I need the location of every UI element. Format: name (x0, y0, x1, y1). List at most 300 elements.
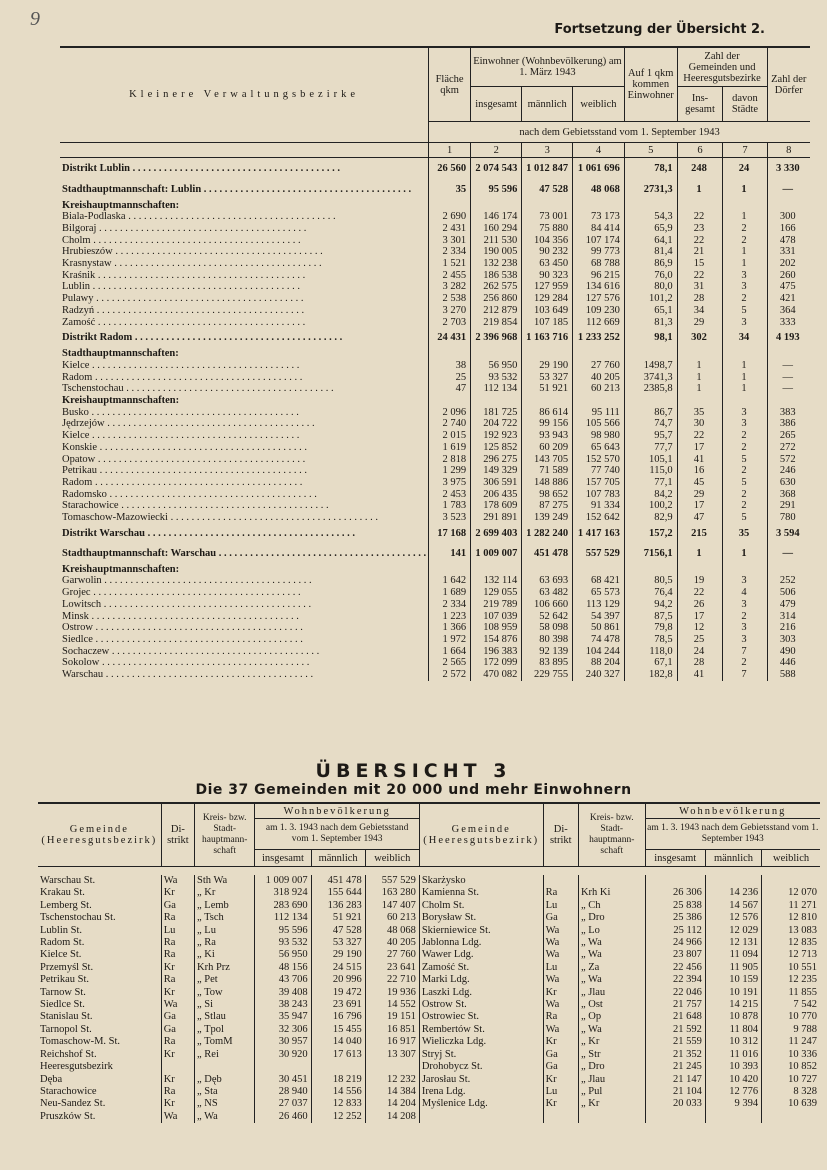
cell-col-1: 2 334 (429, 599, 471, 611)
left-distrikt: Lu (161, 925, 194, 937)
cell-col-3: 29 190 (522, 360, 573, 372)
row-label (60, 348, 429, 360)
leader-dots (89, 430, 299, 441)
cell-col-6: 30 (677, 418, 723, 430)
right-gemeinde: Skarżysko (419, 875, 543, 887)
cell-col-6: 248 (677, 158, 723, 180)
cell-col-4: 65 643 (573, 442, 625, 454)
left-female: 14 384 (365, 1086, 419, 1098)
row-label (60, 465, 429, 477)
cell-col-2: 146 174 (471, 211, 522, 223)
table-row (60, 235, 810, 247)
column-number: 2 (471, 143, 522, 158)
right-gemeinde: Rembertów St. (419, 1024, 543, 1036)
row-label-text: Kreishauptmannschaften: (62, 199, 180, 211)
row-label (60, 305, 429, 317)
cell-col-1: 1 642 (429, 575, 471, 587)
row-label (60, 407, 429, 419)
gemeinde-header-left: Gemeinde (Heeresgutsbezirk) (38, 803, 161, 867)
cell-col-2: 108 959 (471, 622, 522, 634)
cell-col-3 (522, 200, 573, 212)
left-total: 35 947 (255, 1011, 311, 1023)
cell-col-8: 260 (767, 270, 810, 282)
cell-col-4: 65 573 (573, 587, 625, 599)
row-label (60, 489, 429, 501)
left-distrikt: Wa (161, 999, 194, 1011)
left-female: 60 213 (365, 912, 419, 924)
cell-col-1: 2 453 (429, 489, 471, 501)
cell-col-1: 1 783 (429, 500, 471, 512)
left-kreis: Sth Wa (195, 875, 255, 887)
total-header-right: insgesamt (645, 850, 705, 867)
table-overview-2 (60, 46, 810, 681)
left-distrikt: Ra (161, 949, 194, 961)
cell-col-7: 1 (723, 211, 767, 223)
cell-col-8: 272 (767, 442, 810, 454)
right-total: 26 306 (645, 887, 705, 899)
cell-col-7: 35 (723, 524, 767, 544)
right-kreis: „ Pul (578, 1086, 645, 1098)
communes-total-header: Ins-gesamt (677, 87, 723, 122)
cell-col-3: 71 589 (522, 465, 573, 477)
table-row (38, 900, 820, 912)
cell-col-5: 84,2 (624, 489, 677, 501)
row-label-text: Jędrzejów (62, 418, 105, 430)
right-female: 9 788 (762, 1024, 820, 1036)
left-distrikt: Ra (161, 1086, 194, 1098)
right-kreis: Krh Ki (578, 887, 645, 899)
cell-col-2: 206 435 (471, 489, 522, 501)
cell-col-7: 3 (723, 575, 767, 587)
right-gemeinde: Skierniewice St. (419, 925, 543, 937)
cell-col-5: 3741,3 (624, 372, 677, 384)
left-distrikt: Kr (161, 987, 194, 999)
row-label (60, 223, 429, 235)
left-male: 23 691 (311, 999, 365, 1011)
row-label (60, 634, 429, 646)
cell-col-5: 118,0 (624, 646, 677, 658)
right-kreis: „ Wa (578, 1024, 645, 1036)
cell-col-5: 101,2 (624, 293, 677, 305)
cell-col-1: 24 431 (429, 328, 471, 348)
kreis-header-left: Kreis- bzw. Stadt-hauptmann-schaft (195, 803, 255, 867)
density-header: Auf 1 qkm kommen Einwohner (624, 47, 677, 122)
cell-col-2: 291 891 (471, 512, 522, 524)
cell-col-3: 51 921 (522, 383, 573, 395)
cell-col-1: 1 366 (429, 622, 471, 634)
right-kreis (578, 875, 645, 887)
cell-col-8: 364 (767, 305, 810, 317)
left-total: 93 532 (255, 937, 311, 949)
right-total: 23 807 (645, 949, 705, 961)
right-male (705, 1111, 761, 1123)
cell-col-8 (767, 395, 810, 407)
row-label (60, 180, 429, 200)
cell-col-2: 219 854 (471, 317, 522, 329)
table-row (60, 512, 810, 524)
right-kreis: „ Za (578, 962, 645, 974)
table-row (38, 1111, 820, 1123)
cell-col-1: 2 431 (429, 223, 471, 235)
left-male: 29 190 (311, 949, 365, 961)
cell-col-7: 3 (723, 317, 767, 329)
table-row (60, 383, 810, 395)
male-header-right: männlich (705, 850, 761, 867)
row-label (60, 477, 429, 489)
table-row (38, 937, 820, 949)
cell-col-1: 2 096 (429, 407, 471, 419)
overview-3-title: ÜBERSICHT 3 (315, 760, 512, 782)
cell-col-8 (767, 200, 810, 212)
right-total: 21 559 (645, 1036, 705, 1048)
leader-dots (119, 500, 329, 511)
right-distrikt: Wa (543, 949, 578, 961)
left-kreis: „ Ki (195, 949, 255, 961)
leader-dots (90, 281, 300, 292)
left-kreis: „ Dęb (195, 1074, 255, 1086)
left-total: 48 156 (255, 962, 311, 974)
cell-col-3: 93 943 (522, 430, 573, 442)
cell-col-3 (522, 348, 573, 360)
row-label (60, 669, 429, 681)
right-total: 24 966 (645, 937, 705, 949)
right-kreis: „ Ch (578, 900, 645, 912)
left-gemeinde: Siedlce St. (40, 999, 85, 1011)
column-number: 7 (723, 143, 767, 158)
territory-note: nach dem Gebietsstand vom 1. September 1943 (429, 122, 810, 143)
cell-col-1: 3 523 (429, 512, 471, 524)
right-female: 12 713 (762, 949, 820, 961)
table-row (60, 200, 810, 212)
left-distrikt: Ra (161, 937, 194, 949)
male-header-left: männlich (311, 850, 365, 867)
right-kreis: „ Ost (578, 999, 645, 1011)
right-male: 14 236 (705, 887, 761, 899)
row-label-text: Cholm (62, 234, 91, 246)
right-gemeinde: Myślenice Ldg. (419, 1098, 543, 1110)
right-male: 12 131 (705, 937, 761, 949)
leader-dots (99, 657, 309, 668)
cell-col-5: 2385,8 (624, 383, 677, 395)
cell-col-2: 219 789 (471, 599, 522, 611)
left-distrikt: Ga (161, 1011, 194, 1023)
cell-col-2: 2 396 968 (471, 328, 522, 348)
communes-cities-header: davon Städte (723, 87, 767, 122)
cell-col-5: 100,2 (624, 500, 677, 512)
cell-col-8: 166 (767, 223, 810, 235)
left-total: 39 408 (255, 987, 311, 999)
cell-col-1 (429, 564, 471, 576)
cell-col-4: 109 230 (573, 305, 625, 317)
cell-col-1: 35 (429, 180, 471, 200)
total-header: insgesamt (471, 87, 522, 122)
cell-col-8: — (767, 383, 810, 395)
table-row (60, 328, 810, 348)
right-female: 12 810 (762, 912, 820, 924)
cell-col-8: 202 (767, 258, 810, 270)
left-female: 27 760 (365, 949, 419, 961)
cell-col-6: 16 (677, 465, 723, 477)
row-label (60, 317, 429, 329)
right-kreis: „ Jlau (578, 1074, 645, 1086)
cell-col-4: 99 773 (573, 246, 625, 258)
right-distrikt: Wa (543, 937, 578, 949)
leader-dots (97, 465, 307, 476)
right-total: 21 104 (645, 1086, 705, 1098)
table-row (60, 442, 810, 454)
cell-col-3: 143 705 (522, 454, 573, 466)
cell-col-3: 87 275 (522, 500, 573, 512)
cell-col-6: 24 (677, 646, 723, 658)
right-male: 10 420 (705, 1074, 761, 1086)
right-male: 10 878 (705, 1011, 761, 1023)
leader-dots (102, 575, 312, 586)
row-label-text: Krasnystaw (62, 258, 112, 270)
cell-col-6: 17 (677, 442, 723, 454)
leader-dots (112, 258, 322, 269)
cell-col-7: 2 (723, 293, 767, 305)
row-label-text: Petrikau (62, 465, 97, 477)
left-distrikt (161, 1061, 194, 1073)
right-distrikt: Ga (543, 1049, 578, 1061)
cell-col-2: 204 722 (471, 418, 522, 430)
cell-col-2: 93 532 (471, 372, 522, 384)
cell-col-3 (522, 395, 573, 407)
left-distrikt: Ra (161, 1036, 194, 1048)
cell-col-8: 252 (767, 575, 810, 587)
left-kreis (195, 1061, 255, 1073)
leader-dots (94, 305, 304, 316)
right-distrikt: Kr (543, 1074, 578, 1086)
cell-col-6: 22 (677, 235, 723, 247)
right-total: 21 147 (645, 1074, 705, 1086)
left-female: 16 917 (365, 1036, 419, 1048)
right-female: 11 855 (762, 987, 820, 999)
cell-col-1: 1 223 (429, 611, 471, 623)
cell-col-5: 105,1 (624, 454, 677, 466)
right-total: 22 046 (645, 987, 705, 999)
left-gemeinde: Lublin St. (40, 924, 83, 936)
right-female: 11 247 (762, 1036, 820, 1048)
cell-col-8: — (767, 180, 810, 200)
right-kreis: „ Wa (578, 937, 645, 949)
cell-col-4: 157 705 (573, 477, 625, 489)
right-male: 12 776 (705, 1086, 761, 1098)
cell-col-7: 34 (723, 328, 767, 348)
cell-col-3: 63 482 (522, 587, 573, 599)
right-male: 11 804 (705, 1024, 761, 1036)
leader-dots (95, 454, 305, 465)
population-group-header: Einwohner (Wohnbevölkerung) am 1. März 1943 (471, 47, 625, 87)
leader-dots (94, 293, 304, 304)
table-row (60, 634, 810, 646)
column-number: 8 (767, 143, 810, 158)
cell-col-7: 5 (723, 477, 767, 489)
table-row (60, 407, 810, 419)
cell-col-7: 1 (723, 258, 767, 270)
left-male: 136 283 (311, 900, 365, 912)
row-label (60, 281, 429, 293)
row-label-text: Konskie (62, 441, 97, 453)
cell-col-2: 132 114 (471, 575, 522, 587)
column-number: 3 (522, 143, 573, 158)
row-label (60, 200, 429, 212)
row-label (60, 646, 429, 658)
left-male: 155 644 (311, 887, 365, 899)
table-row (38, 875, 820, 887)
right-total: 20 033 (645, 1098, 705, 1110)
table-row (60, 430, 810, 442)
left-kreis: „ Kr (195, 887, 255, 899)
cell-col-6: 41 (677, 454, 723, 466)
left-total: 30 451 (255, 1074, 311, 1086)
table-row (60, 489, 810, 501)
left-distrikt: Kr (161, 1098, 194, 1110)
row-label (60, 328, 429, 348)
right-female: 7 542 (762, 999, 820, 1011)
table-row (60, 454, 810, 466)
cell-col-3: 451 478 (522, 544, 573, 564)
cell-col-1: 1 299 (429, 465, 471, 477)
leader-dots (95, 270, 305, 281)
cell-col-3: 58 098 (522, 622, 573, 634)
cell-col-6: 215 (677, 524, 723, 544)
right-male: 10 191 (705, 987, 761, 999)
right-total: 21 592 (645, 1024, 705, 1036)
cell-col-8: 475 (767, 281, 810, 293)
running-head: Fortsetzung der Übersicht 2. (554, 22, 765, 37)
left-female: 16 851 (365, 1024, 419, 1036)
cell-col-8: 300 (767, 211, 810, 223)
cell-col-4: 91 334 (573, 500, 625, 512)
left-male: 12 252 (311, 1111, 365, 1123)
row-label-text: Stadthauptmannschaften: (62, 348, 179, 360)
left-kreis: „ TomM (195, 1036, 255, 1048)
cell-col-7: 3 (723, 599, 767, 611)
left-male: 14 040 (311, 1036, 365, 1048)
row-label-text: Hrubieszów (62, 246, 113, 258)
cell-col-3: 47 528 (522, 180, 573, 200)
left-gemeinde: Kielce St. (40, 949, 82, 961)
row-label (60, 500, 429, 512)
cell-col-6: 1 (677, 383, 723, 395)
cell-col-3: 106 660 (522, 599, 573, 611)
cell-col-2: 95 596 (471, 180, 522, 200)
row-label-text: Radom (62, 476, 93, 488)
cell-col-2: 132 238 (471, 258, 522, 270)
cell-col-4 (573, 564, 625, 576)
left-gemeinde: Reichshof St. (40, 1048, 97, 1060)
cell-col-7: 3 (723, 407, 767, 419)
cell-col-1: 1 664 (429, 646, 471, 658)
cell-col-4: 107 174 (573, 235, 625, 247)
table-row (38, 1074, 820, 1086)
right-male: 12 029 (705, 925, 761, 937)
cell-col-6: 29 (677, 317, 723, 329)
right-distrikt: Kr (543, 987, 578, 999)
cell-col-7 (723, 200, 767, 212)
cell-col-8: 4 193 (767, 328, 810, 348)
cell-col-6: 29 (677, 489, 723, 501)
left-total: 318 924 (255, 887, 311, 899)
row-label-text: Radomsko (62, 488, 107, 500)
right-gemeinde: Kamienna St. (419, 887, 543, 899)
left-male: 18 219 (311, 1074, 365, 1086)
cell-col-1: 26 560 (429, 158, 471, 180)
cell-col-6: 1 (677, 544, 723, 564)
cell-col-7: 1 (723, 180, 767, 200)
right-female (762, 875, 820, 887)
cell-col-2: 172 099 (471, 657, 522, 669)
leader-dots (92, 477, 302, 488)
cell-col-5: 81,3 (624, 317, 677, 329)
leader-dots (113, 246, 323, 257)
left-total: 112 134 (255, 912, 311, 924)
column-number: 5 (624, 143, 677, 158)
cell-col-4: 240 327 (573, 669, 625, 681)
cell-col-1: 2 818 (429, 454, 471, 466)
table-row (38, 1024, 820, 1036)
row-label (60, 430, 429, 442)
leader-dots (91, 587, 301, 598)
leader-dots (101, 599, 311, 610)
cell-col-8: 265 (767, 430, 810, 442)
left-total: 56 950 (255, 949, 311, 961)
right-female: 8 328 (762, 1086, 820, 1098)
left-gemeinde: Pruszków St. (40, 1110, 96, 1122)
row-label-text: Tschenstochau (62, 383, 124, 395)
cell-col-2: 154 876 (471, 634, 522, 646)
right-kreis: „ Str (578, 1049, 645, 1061)
cell-col-7: 1 (723, 383, 767, 395)
cell-col-6: 1 (677, 372, 723, 384)
row-label (60, 622, 429, 634)
table-row (60, 611, 810, 623)
right-gemeinde: Stryj St. (419, 1049, 543, 1061)
cell-col-1: 2 690 (429, 211, 471, 223)
cell-col-4: 27 760 (573, 360, 625, 372)
left-kreis: „ Stlau (195, 1011, 255, 1023)
left-kreis: „ Tpol (195, 1024, 255, 1036)
cell-col-2: 129 055 (471, 587, 522, 599)
right-total: 21 757 (645, 999, 705, 1011)
right-gemeinde: Zamość St. (419, 962, 543, 974)
cell-col-4: 54 397 (573, 611, 625, 623)
row-label-text: Biala-Podlaska (62, 211, 126, 223)
left-gemeinde: Dęba (40, 1073, 63, 1085)
cell-col-7: 2 (723, 611, 767, 623)
table-row (60, 270, 810, 282)
cell-col-4: 113 129 (573, 599, 625, 611)
leader-dots (97, 442, 307, 453)
cell-col-6: 19 (677, 575, 723, 587)
cell-col-1: 2 572 (429, 669, 471, 681)
left-female: 13 307 (365, 1049, 419, 1061)
cell-col-6: 1 (677, 180, 723, 200)
cell-col-1 (429, 395, 471, 407)
row-label-text: Garwolin (62, 575, 102, 587)
left-distrikt: Kr (161, 962, 194, 974)
cell-col-6: 302 (677, 328, 723, 348)
left-female: 147 407 (365, 900, 419, 912)
left-female: 163 280 (365, 887, 419, 899)
table-row (60, 395, 810, 407)
cell-col-6: 31 (677, 281, 723, 293)
cell-col-8: 446 (767, 657, 810, 669)
cell-col-6: 22 (677, 587, 723, 599)
cell-col-4: 134 616 (573, 281, 625, 293)
right-female: 10 727 (762, 1074, 820, 1086)
